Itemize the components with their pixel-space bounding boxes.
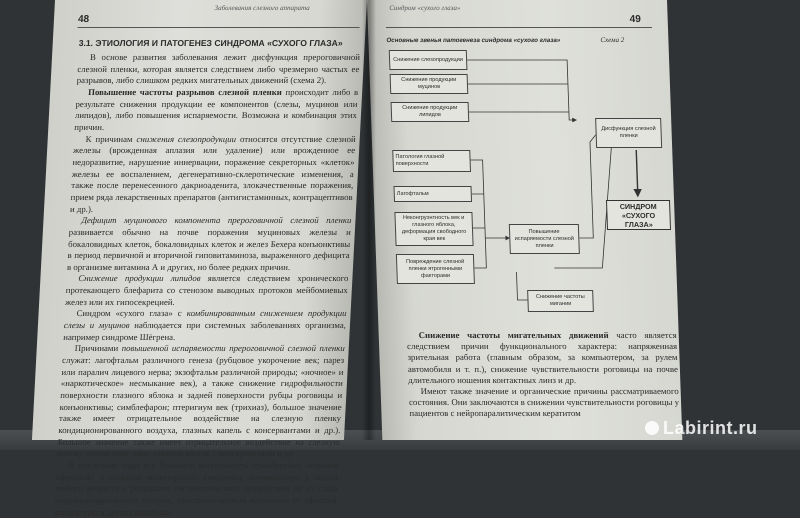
- box-increased-evaporation: Повышение испаряемости слезной пленки: [509, 224, 580, 254]
- text-run: комбинированным снижением продукции слезы и муцинов: [63, 308, 347, 331]
- text-run: Снижение частоты мигательных движений: [418, 330, 609, 340]
- running-head-left: Заболевания слезного аппарата: [214, 4, 310, 12]
- paragraph: [76, 52, 360, 87]
- text-run: является следствием хронического протекающего блефарита со стенозом выводных протоков мейбомиевых желез или их гипосекрецией.: [64, 273, 349, 307]
- text-run: Синдром «сухого глаза» с: [76, 308, 188, 319]
- text-run: относятся отсутствие слезной железы (врожденная аплазия или удаление) или врожденное ее недоразвитие, нарушение иннервации, поражение секреторных «клеток» железы ее воспалением, дегенеративно-склеротические изменения, а также после перенесенного дакриоаденита, злокачественные поражения, прием ряда лекарственных препаратов (антигистаминных, контрацептивов и др.).: [69, 133, 357, 214]
- paragraph: [67, 215, 352, 273]
- text-run: Снижение продукции липидов: [78, 273, 201, 284]
- text-run: В последние годы все большую актуальность приобретают «глазной офисный» и «глазной мониторный» синдромы, возникающие у людей любого возраста в результате систематического воздействия на их глаза кондиционированного воздуха, электромагнитных излучений от офисной аппаратуры и других подобных: [53, 459, 339, 517]
- box-lagophthalmos: Лагофтальм: [393, 186, 472, 202]
- right-page: [367, 0, 682, 440]
- text-run: Имеют также значение и органические причины рассматриваемого состояния. Они заключаются в снижении чувствительности роговицы у пациентов с нейропаралитическим кератитом: [408, 386, 680, 419]
- box-reduced-tear-production: Снижение слезопродукции: [389, 50, 468, 70]
- scheme-label: Схема 2: [600, 36, 625, 44]
- page-number-left: 48: [77, 14, 90, 25]
- right-page-body: [407, 330, 680, 420]
- page-number-right: 49: [629, 14, 641, 25]
- box-ocular-surface-pathology: Патология глазной поверхности: [392, 150, 471, 172]
- text-run: Причинами: [74, 343, 123, 354]
- text-run: Повышение частоты разрывов слезной пленки: [87, 86, 283, 97]
- left-page: [32, 0, 367, 517]
- header-rule-left: [78, 27, 360, 28]
- text-run: происходит либо в результате снижения продукции ее компонентов (слезы, муцинов или липидов), либо повышения испаряемости. Возможна и комбинация этих причин.: [74, 86, 359, 132]
- diagram-title: Основные звенья патогенеза синдрома «сухого глаза»: [386, 37, 561, 44]
- text-run: часто является следствием причин функционального характера: напряженная зрительная работа (главным образом, за компьютером, за рулем автомобиля и т. п.), снижение чувствительности роговицы на почве длительного ношения контактных линз и др.: [406, 330, 679, 385]
- text-run: снижения слезопродукции: [136, 133, 237, 144]
- watermark-text: Labirint.ru: [663, 418, 758, 438]
- section-title: 3.1. ЭТИОЛОГИЯ И ПАТОГЕНЕЗ СИНДРОМА «СУХОГО ГЛАЗА»: [78, 38, 343, 48]
- text-run: К причинам: [85, 133, 137, 144]
- box-tear-film-dysfunction: Дисфункция слезной пленки: [595, 118, 662, 148]
- box-dry-eye-syndrome: СИНДРОМ «СУХОГО ГЛАЗА»: [606, 200, 671, 230]
- paragraph: [74, 87, 358, 134]
- paragraph: [408, 386, 679, 420]
- box-eyelid-incongruence: Неконгруэнтность век и глазного яблока, деформация свободного края век: [394, 212, 473, 246]
- paragraph: [407, 330, 679, 386]
- text-run: служат: лагофтальм различного генеза (рубцовое укорочение век; парез или паралич лицевого нерва; экзофтальм различной природы; «ночное» и «наркотическое» несмыкание век), а также снижение гидрофильности поверхности глазного яблока и задней поверхности рубцы роговицы и конъюнктивы; симблефарон; птеригиум век (трихиаз), большое значение также имеет отрицательное воздействие на слезную пленку кондиционированного воздуха, глазных капель с консервантами и др.). Большое значение также имеет отрицательное воздействие на слезную пленку контактных линз, глазных капель с консервантами и др.: [56, 355, 345, 459]
- text-run: Дефицит муцинового компонента прероговичной слезной пленки: [81, 215, 352, 226]
- paragraph: [65, 273, 349, 308]
- paragraph: [54, 460, 339, 518]
- running-head-right: Синдром «сухого глаза»: [389, 4, 461, 12]
- watermark: [645, 418, 758, 439]
- box-reduced-blink-rate: Снижение частоты мигании: [527, 290, 594, 312]
- paragraph: [70, 134, 356, 216]
- box-reduced-lipid-production: Снижение продукции липидов: [391, 102, 470, 122]
- text-run: В основе развития заболевания лежит дисфункция прероговичной слезной пленки, которая является следствием либо чрезмерно частых ее разрывов, либо слишком редких мигательных движений (схема 2).: [76, 52, 361, 86]
- text-run: повышенной испаряемости прероговичной слезной пленки: [121, 343, 346, 354]
- text-run: наблюдается при системных заболеваниях организма, например синдроме Шёгрена.: [63, 320, 347, 342]
- book-gutter: [362, 0, 376, 440]
- labirint-logo-icon: [645, 421, 659, 435]
- paragraph: [63, 308, 347, 343]
- text-run: развивается обычно на почве поражения муциновых железы и бокаловидных клеток, бокаловидных клеток и желез Бехера конъюнктивы в период первичной и вторичной гиповитаминоза, выраженного дефицита в организме витамина А и других, но более редких причин.: [66, 226, 352, 272]
- box-reduced-mucin-production: Снижение продукции муцинов: [390, 74, 469, 94]
- paragraph: [57, 343, 345, 460]
- left-page-body: [54, 52, 360, 518]
- box-iatrogenic-damage: Повреждение слезной пленки ятрогенными факторами: [396, 254, 475, 284]
